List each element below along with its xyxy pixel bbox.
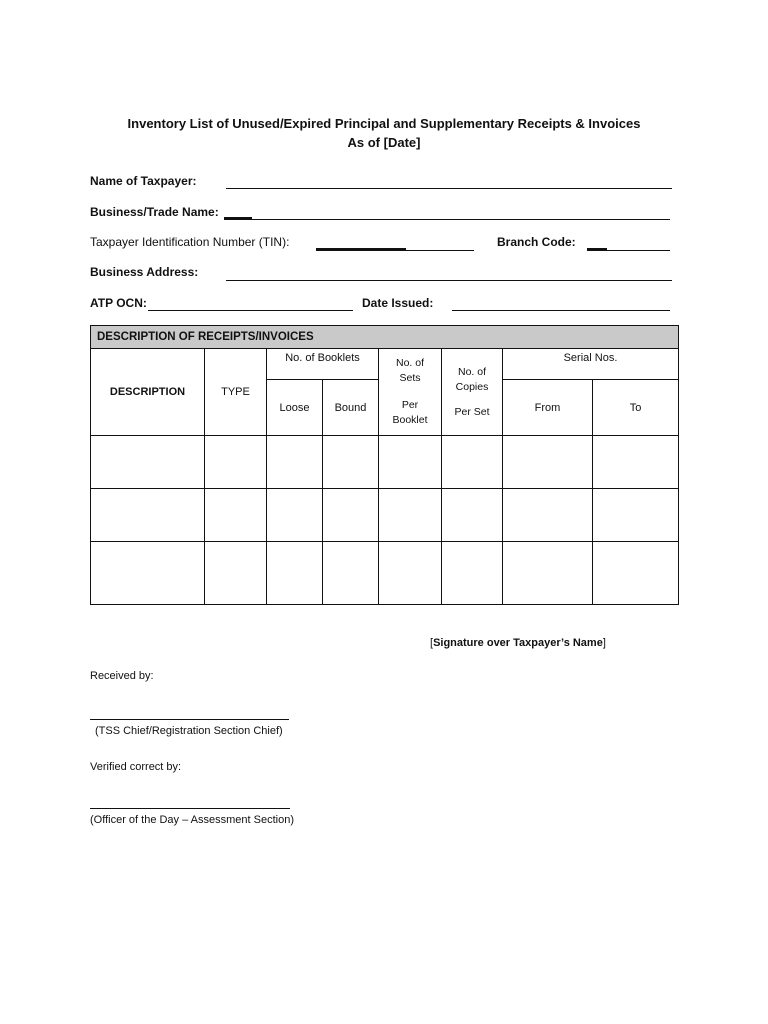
no-of-sets-line1: No. of <box>395 357 424 369</box>
table-cell[interactable] <box>503 436 593 489</box>
to-header: To <box>593 380 679 436</box>
table-cell[interactable] <box>593 489 679 542</box>
no-of-copies-line2: Copies <box>455 380 489 393</box>
signature-line-label <box>430 637 606 649</box>
per-set-label: Per Set <box>454 405 490 418</box>
receipts-table <box>90 325 679 605</box>
table-row <box>91 542 679 605</box>
tin-field[interactable] <box>316 250 474 251</box>
table-cell[interactable] <box>503 542 593 605</box>
received-by-role: (TSS Chief/Registration Section Chief) <box>95 725 283 737</box>
atp-ocn-label: ATP OCN: <box>90 296 147 310</box>
table-cell[interactable] <box>379 436 442 489</box>
business-address-label: Business Address: <box>90 265 199 279</box>
table-cell[interactable] <box>593 542 679 605</box>
description-header: DESCRIPTION <box>91 349 205 436</box>
verified-by-role: (Officer of the Day – Assessment Section) <box>90 814 294 826</box>
branch-code-field[interactable] <box>587 250 670 251</box>
no-of-copies-line1: No. of <box>457 365 486 378</box>
table-cell[interactable] <box>442 489 503 542</box>
no-of-sets-line2: Sets <box>399 372 421 384</box>
loose-header: Loose <box>267 380 323 436</box>
table-row <box>91 436 679 489</box>
signature-label: Signature over Taxpayer’s Name <box>433 637 603 649</box>
verified-by-signature-line[interactable] <box>90 808 290 809</box>
name-of-taxpayer-label: Name of Taxpayer: <box>90 174 197 188</box>
no-of-copies-header <box>442 349 503 436</box>
document-title: Inventory List of Unused/Expired Principal and Supplementary Receipts & Invoices <box>127 116 641 131</box>
signature-close-bracket: ] <box>602 637 606 649</box>
table-cell[interactable] <box>593 436 679 489</box>
table-cell[interactable] <box>323 436 379 489</box>
table-cell[interactable] <box>267 542 323 605</box>
table-banner: DESCRIPTION OF RECEIPTS/INVOICES <box>91 326 679 349</box>
business-address-field[interactable] <box>226 280 672 281</box>
table-cell[interactable] <box>91 542 205 605</box>
bound-header: Bound <box>323 380 379 436</box>
no-of-booklets-header: No. of Booklets <box>267 349 379 380</box>
business-trade-name-label: Business/Trade Name: <box>90 205 219 219</box>
table-cell[interactable] <box>205 436 267 489</box>
table-cell[interactable] <box>267 489 323 542</box>
received-by-signature-line[interactable] <box>90 719 289 720</box>
table-cell[interactable] <box>323 542 379 605</box>
table-cell[interactable] <box>323 489 379 542</box>
type-header: TYPE <box>205 349 267 436</box>
table-cell[interactable] <box>442 542 503 605</box>
from-header: From <box>503 380 593 436</box>
table-cell[interactable] <box>205 489 267 542</box>
branch-code-label: Branch Code: <box>497 235 576 249</box>
tin-label: Taxpayer Identification Number (TIN): <box>90 235 290 249</box>
date-issued-label: Date Issued: <box>362 296 434 310</box>
business-trade-name-field[interactable] <box>224 219 670 220</box>
atp-ocn-field[interactable] <box>148 310 353 311</box>
document-subtitle: As of [Date] <box>347 135 421 150</box>
table-cell[interactable] <box>91 436 205 489</box>
serial-nos-header: Serial Nos. <box>503 349 679 380</box>
verified-by-label: Verified correct by: <box>90 761 182 773</box>
received-by-label: Received by: <box>90 670 154 682</box>
per-booklet-line2: Booklet <box>392 414 428 426</box>
table-cell[interactable] <box>442 436 503 489</box>
per-booklet-line1: Per <box>401 399 419 411</box>
table-cell[interactable] <box>91 489 205 542</box>
date-issued-field[interactable] <box>452 310 670 311</box>
table-row <box>91 489 679 542</box>
table-cell[interactable] <box>267 436 323 489</box>
table-cell[interactable] <box>503 489 593 542</box>
signature-open-bracket: [ <box>430 637 434 649</box>
name-of-taxpayer-field[interactable] <box>226 188 672 189</box>
no-of-sets-header <box>379 349 442 436</box>
table-cell[interactable] <box>379 542 442 605</box>
table-cell[interactable] <box>379 489 442 542</box>
table-cell[interactable] <box>205 542 267 605</box>
